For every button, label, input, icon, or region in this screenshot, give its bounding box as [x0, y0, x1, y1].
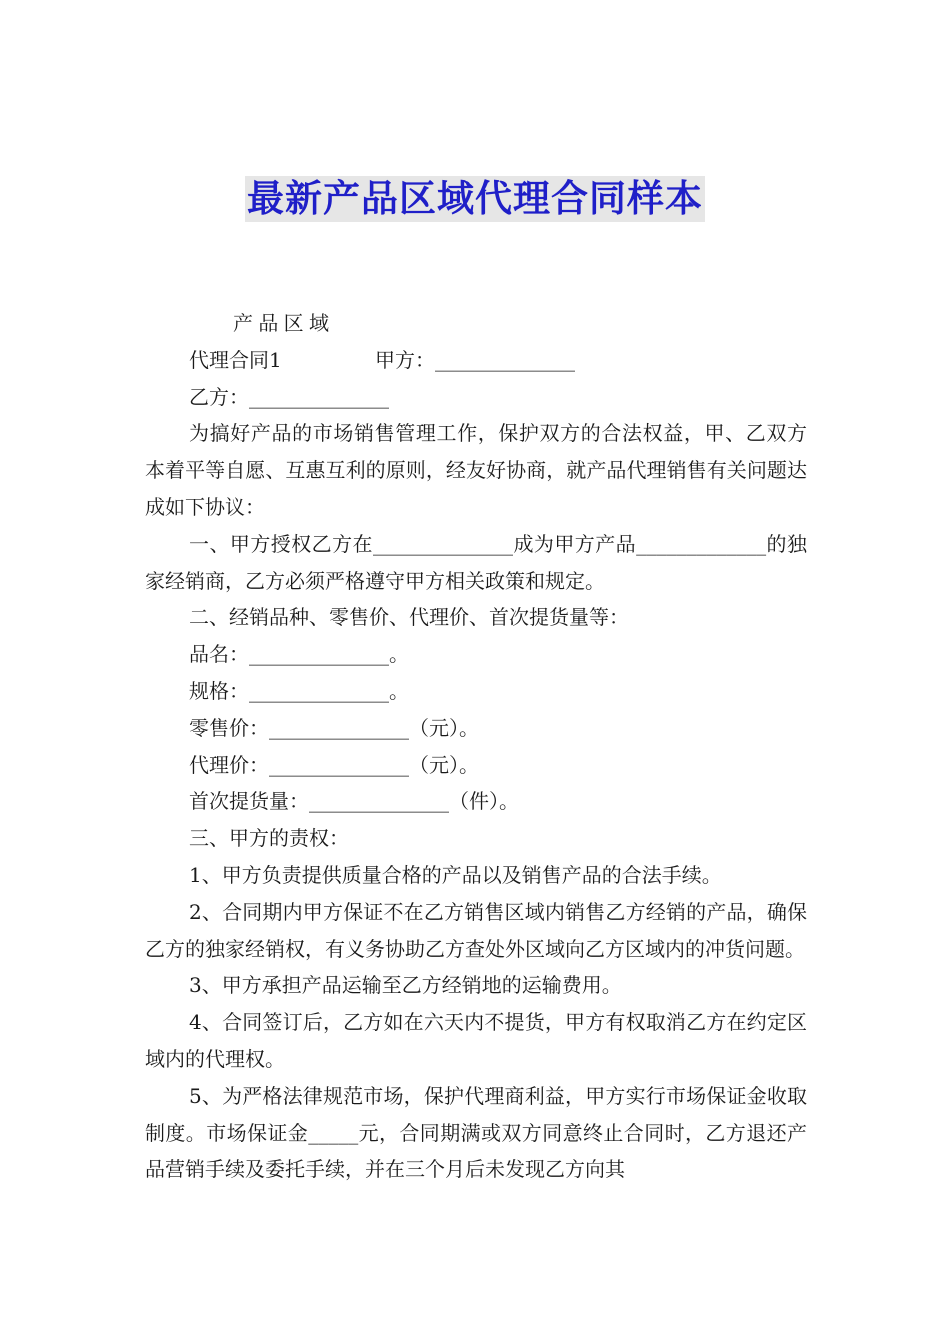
product-name-field: 品名：______________。 [189, 642, 409, 667]
document-body [145, 305, 807, 1188]
clause-1-authorization: 一、甲方授权乙方在______________成为甲方产品_____________的独家经销商，乙方必须严格遵守甲方相关政策和规定。 [145, 531, 807, 593]
clause-3-item-2: 2、合同期内甲方保证不在乙方销售区域内销售乙方经销的产品，确保乙方的独家经销权，有义务协助乙方查处外区域向乙方区域内的冲货问题。 [145, 899, 807, 961]
first-order-quantity-field: 首次提货量：______________（件）。 [189, 789, 519, 814]
title-container [0, 176, 950, 222]
preamble-paragraph: 为搞好产品的市场销售管理工作，保护双方的合法权益，甲、乙双方本着平等自愿、互惠互利的原则，经友好协商，就产品代理销售有关问题达成如下协议： [145, 421, 807, 519]
party-b-field: 乙方：______________ [189, 384, 389, 409]
clause-3-item-1: 1、甲方负责提供质量合格的产品以及销售产品的合法手续。 [189, 862, 722, 887]
clause-3-item-4: 4、合同签订后，乙方如在六天内不提货，甲方有权取消乙方在约定区域内的代理权。 [145, 1010, 807, 1071]
specification-field: 规格：______________。 [189, 678, 409, 703]
contract-heading-line [145, 305, 807, 379]
party-a-field: 甲方：______________ [375, 347, 575, 372]
clause-3-item-3: 3、甲方承担产品运输至乙方经销地的运输费用。 [189, 973, 622, 998]
document-title: 最新产品区域代理合同样本 [247, 177, 703, 220]
clause-3-item-5: 5、为严格法律规范市场，保护代理商利益，甲方实行市场保证金收取制度。市场保证金_____元，合同期满或双方同意终止合同时，乙方退还产品营销手续及委托手续，并在三个月后未发现乙方向其 [145, 1083, 807, 1182]
clause-3-heading: 三、甲方的责权： [189, 826, 349, 851]
retail-price-field: 零售价：______________（元）。 [189, 715, 479, 740]
contract-name: 产品区域代理合同1 [189, 311, 329, 372]
clause-2-heading: 二、经销品种、零售价、代理价、首次提货量等： [189, 605, 629, 630]
agent-price-field: 代理价：______________（元）。 [189, 752, 479, 777]
